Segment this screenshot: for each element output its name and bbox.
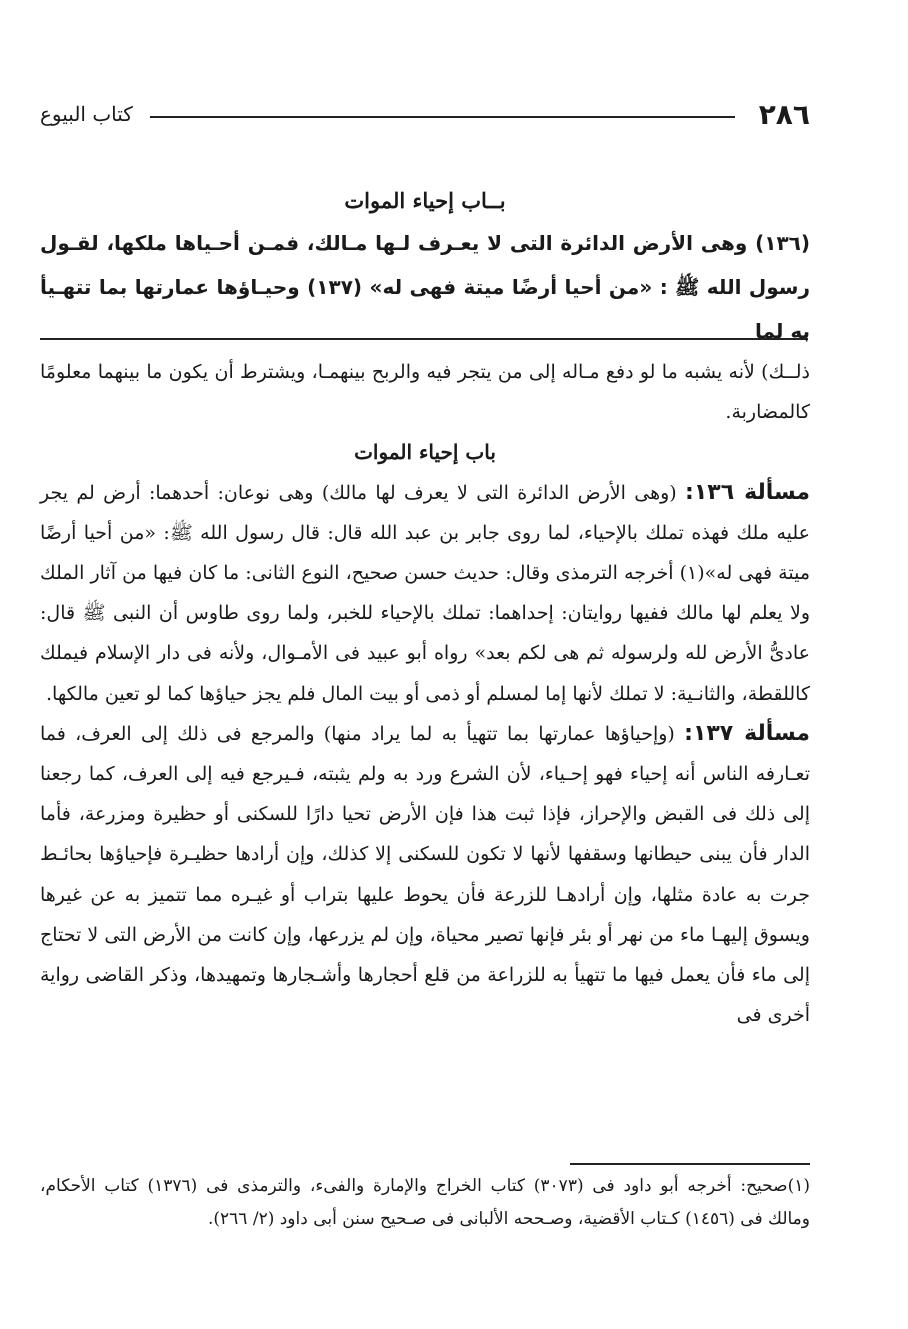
- page-header: [40, 96, 810, 136]
- masala-136-paragraph: [40, 473, 810, 714]
- page-number: ٢٨٦: [758, 98, 810, 131]
- masala-137-paragraph: [40, 714, 810, 1036]
- masala-137-text: (وإحياؤها عمارتها بما تتهيأ به لما يراد منها) والمرجع فى ذلك إلى العرف، فما تعـارفه الناس أنه إحياء فهو إحـياء، لأن الشرع ورد به ولم يثبته، فـيرجع فيه إلى العرف، كما رجعنا إلى ذلك فى القبض والإحراز، فإذا ثبت هذا فإن الأرض تحيا دارًا للسكنى أو حظيرة ومزرعة، فأما الدار فأن يبنى حيطانها وسقفها لأنها لا تكون للسكنى إلا كذلك، وإن أرادها حظيـرة فإحياؤها بحائـط جرت به عادة مثلها، وإن أرادهـا للزرعة فأن يحوط عليها بتراب أو غيـره مما تتميز به عن غيرها ويسوق إليهـا ماء من نهر أو بئر فإنها تصير محياة، وإن لم يزرعها، وإن كانت من الأرض التى لا تحتاج إلى ماء فأن يعمل فيها ما تتهيأ به للزراعة من قلع أحجارها وأشـجارها وتمهيدها، وذكر القاضى رواية أخرى فى: [40, 722, 810, 1027]
- commentary-block: [40, 352, 810, 1035]
- section-heading: باب إحياء الموات: [354, 440, 496, 465]
- matn-block: [40, 188, 810, 353]
- masala-136-text: (وهى الأرض الدائرة التى لا يعرف لها مالك) وهى نوعان: أحدهما: أرض لم يجر عليه ملك فهذه تملك بالإحياء، لما روى جابر بن عبد الله قال: قال رسول الله ﷺ: «من أحيا أرضًا ميتة فهى له»(١) أخرجه الترمذى وقال: حديث حسن صحيح، النوع الثانى: ما كان فيها من آثار الملك ولا يعلم لها مالك ففيها روايتان: إحداهما: تملك بالإحياء للخبر، ولما روى طاوس أن النبى ﷺ قال: عادىُّ الأرض لله ولرسوله ثم هى لكم بعد» رواه أبو عبيد فى الأمـوال، ولأنه فى دار الإسلام فيملك كاللقطة، والثانـية: لا تملك لأنها إما لمسلم أو ذمى أو بيت المال فلم يجز حياؤها كما لو تعين مالكها.: [40, 481, 810, 705]
- commentary-continuation: ذلــك) لأنه يشبه ما لو دفع مـاله إلى من يتجر فيه والربح بينهمـا، ويشترط أن يكون ما بينهما معلومًا كالمضاربة.: [40, 361, 810, 424]
- footnote-1: (١)صحيح: أخرجه أبو داود فى (٣٠٧٣) كتاب الخراج والإمارة والفىء، والترمذى فى (١٣٧٦) كتاب الأحكام، ومالك فى (١٤٥٦) كـتاب الأقضية، وصـححه الألبانى فى صـحيح سنن أبى داود (٢/ ٢٦٦).: [40, 1176, 810, 1229]
- matn-divider: [40, 338, 808, 340]
- masala-136-label: مسألة ١٣٦:: [685, 479, 811, 505]
- masala-137-label: مسألة ١٣٧:: [684, 720, 811, 746]
- footnote-divider: [570, 1163, 810, 1165]
- footnotes-block: [40, 1170, 810, 1236]
- book-title: كتاب البيوع: [40, 102, 133, 126]
- header-rule: [150, 116, 735, 118]
- matn-text: (١٣٦) وهى الأرض الدائرة التى لا يعـرف لـها مـالك، فمـن أحـياها ملكها، لقـول رسول الله ﷺ : «من أحيا أرضًا ميتة فهى له» (١٣٧) وحيـاؤها عمارتها بما تتهـيأ به لما: [40, 231, 810, 343]
- matn-heading: بــاب إحياء الموات: [344, 188, 506, 213]
